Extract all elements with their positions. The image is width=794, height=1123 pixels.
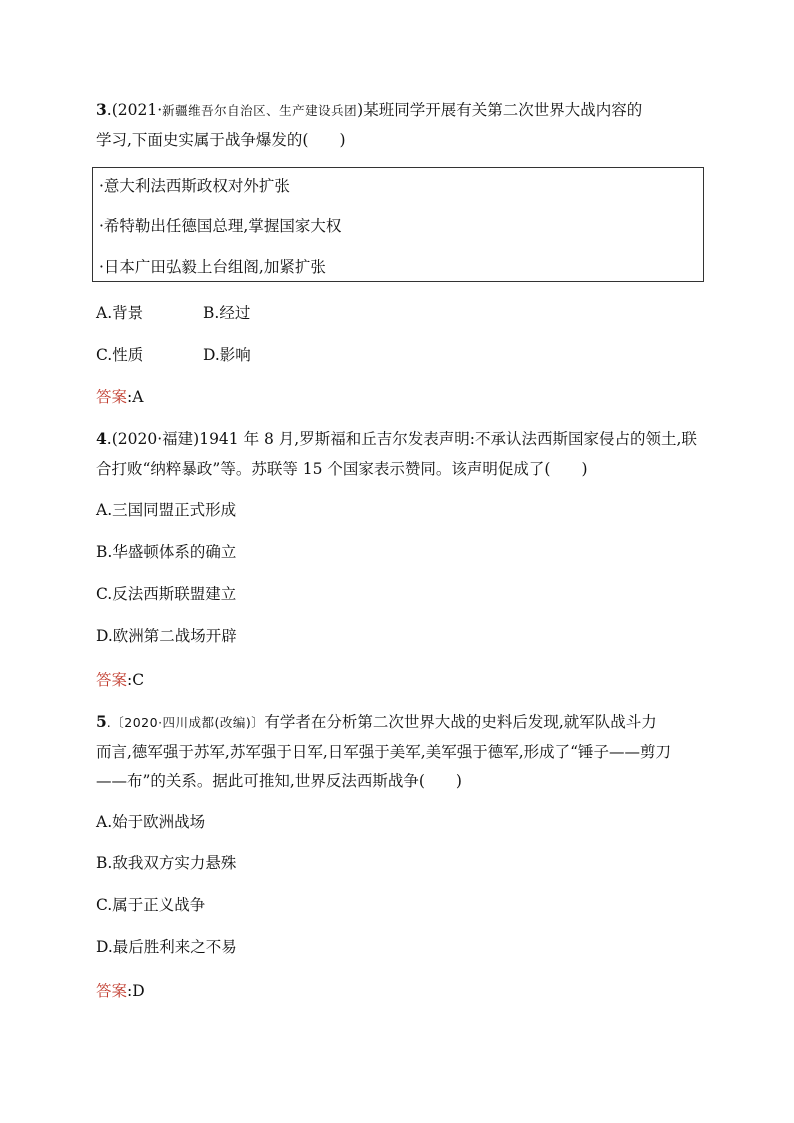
q4-stem-line2: 合打败“纳粹暴政”等。苏联等 15 个国家表示赞同。该声明促成了( )	[96, 460, 588, 478]
q3-box-item-2: ·希特勒出任德国总理,掌握国家大权	[99, 217, 342, 235]
q3-option-b: B.经过	[203, 304, 251, 322]
q4-option-b: B.华盛顿体系的确立	[96, 543, 237, 561]
q3-source-open: .(2021·	[106, 101, 163, 119]
q3-source-close: )	[357, 101, 364, 119]
q3-box-item-3: ·日本广田弘毅上台组阁,加紧扩张	[99, 258, 326, 276]
q5-stem-line3: ——布”的关系。据此可推知,世界反法西斯战争( )	[96, 772, 462, 790]
q4-answer-value: :C	[127, 671, 145, 689]
q3-option-c: C.性质	[96, 346, 144, 364]
q5-source: .〔2020·四川成都(改编)〕	[106, 715, 265, 730]
q3-stem-line2: 学习,下面史实属于战争爆发的( )	[96, 131, 346, 149]
q4-stem-text1: 1941 年 8 月,罗斯福和丘吉尔发表声明:不承认法西斯国家侵占的领土,联	[199, 430, 697, 448]
q5-option-c: C.属于正义战争	[96, 896, 206, 914]
q5-stem-line1	[96, 711, 657, 734]
q5-stem-line2: 而言,德军强于苏军,苏军强于日军,日军强于美军,美军强于德军,形成了“锤子——剪刀	[96, 743, 672, 761]
q3-answer-value: :A	[127, 388, 144, 406]
q3-box-item-1: ·意大利法西斯政权对外扩张	[99, 177, 290, 195]
q5-number: 5	[96, 712, 107, 731]
q5-option-b: B.敌我双方实力悬殊	[96, 854, 237, 872]
q5-option-a: A.始于欧洲战场	[96, 813, 206, 831]
q4-answer-label: 答案	[96, 671, 128, 689]
q3-answer	[96, 386, 143, 408]
q4-number: 4	[96, 429, 107, 448]
q3-stem-text1: 某班同学开展有关第二次世界大战内容的	[363, 101, 643, 119]
q3-option-d: D.影响	[203, 346, 251, 364]
q4-stem-line1	[96, 428, 697, 450]
q3-stem-line1	[96, 99, 642, 122]
q4-source: .(2020·福建)	[106, 430, 200, 448]
q3-source-material-box	[92, 167, 704, 282]
q3-option-a: A.背景	[96, 304, 144, 322]
q4-option-a: A.三国同盟正式形成	[96, 501, 237, 519]
q5-answer-value: :D	[127, 982, 145, 1000]
q4-answer	[96, 669, 144, 691]
q5-stem-text1: 有学者在分析第二次世界大战的史料后发现,就军队战斗力	[264, 713, 657, 731]
q4-option-c: C.反法西斯联盟建立	[96, 585, 237, 603]
q3-number: 3	[96, 100, 107, 119]
q3-answer-label: 答案	[96, 388, 128, 406]
q5-option-d: D.最后胜利来之不易	[96, 938, 237, 956]
q3-source-region: 新疆维吾尔自治区、生产建设兵团	[162, 103, 358, 118]
q4-option-d: D.欧洲第二战场开辟	[96, 627, 237, 645]
q5-answer	[96, 980, 145, 1002]
q5-answer-label: 答案	[96, 982, 128, 1000]
